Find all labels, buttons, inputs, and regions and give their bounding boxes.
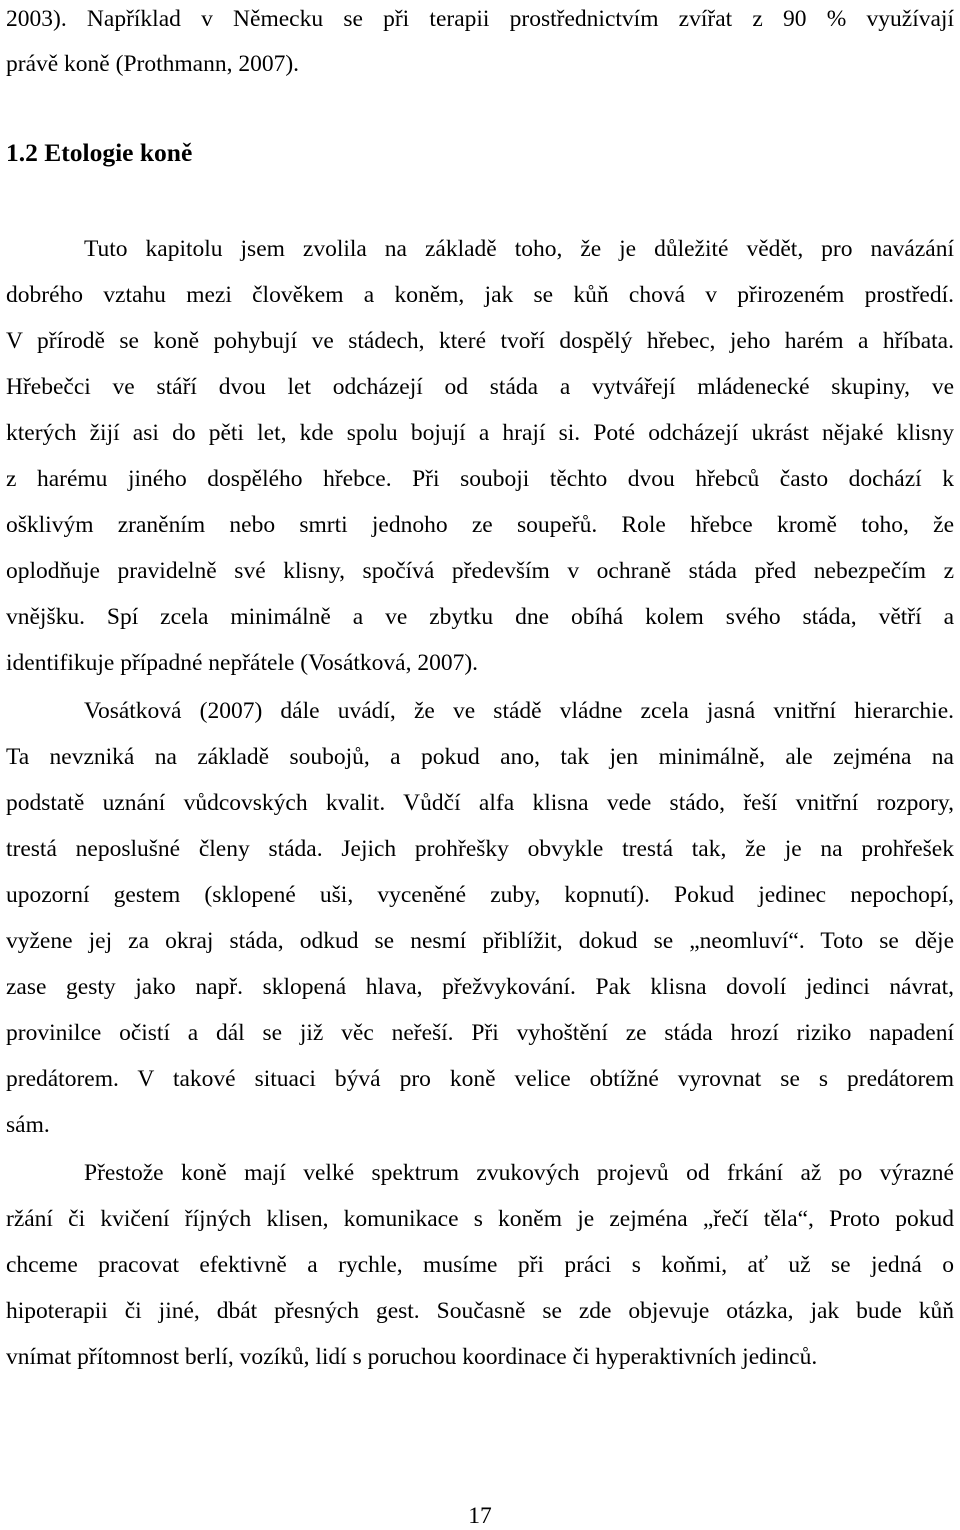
paragraph-line: ržání či kvičení říjných klisen, komunikace s koněm je zejména „řečí těla“, Proto pokud [6, 1206, 954, 1232]
page-number: 17 [468, 1503, 492, 1529]
paragraph-line: oplodňuje pravidelně své klisny, spočívá především v ochraně stáda před nebezpečím z [6, 558, 954, 584]
paragraph-line: vyžene jej za okraj stáda, odkud se nesmí přiblížit, dokud se „neomluví“. Toto se děje [6, 928, 954, 954]
paragraph-line: podstatě uznání vůdcovských kvalit. Vůdčí alfa klisna vede stádo, řeší vnitřní rozpory, [6, 790, 954, 816]
paragraph-line: identifikuje případné nepřátele (Vosátková, 2007). [6, 650, 479, 676]
paragraph-line: ošklivým zraněním nebo smrti jednoho ze soupeřů. Role hřebce kromě toho, že [6, 512, 954, 538]
paragraph-line: upozorní gestem (sklopené uši, vyceněné zuby, kopnutí). Pokud jedinec nepochopí, [6, 882, 954, 908]
paragraph-line: predátorem. V takové situaci bývá pro koně velice obtížné vyrovnat se s predátorem [6, 1066, 954, 1092]
paragraph-line: Ta nevzniká na základě soubojů, a pokud ano, tak jen minimálně, ale zejména na [6, 744, 954, 770]
paragraph-line: Přestože koně mají velké spektrum zvukových projevů od frkání až po výrazné [84, 1160, 954, 1186]
paragraph-line: dobrého vztahu mezi člověkem a koněm, jak se kůň chová v přirozeném prostředí. [6, 282, 954, 308]
section-heading: 1.2 Etologie koně [6, 138, 193, 167]
paragraph-line: hipoterapii či jiné, dbát přesných gest. Současně se zde objevuje otázka, jak bude kůň [6, 1298, 954, 1324]
paragraph-line: vnímat přítomnost berlí, vozíků, lidí s poruchou koordinace či hyperaktivních jedinců. [6, 1344, 818, 1370]
paragraph-line: z harému jiného dospělého hřebce. Při souboji těchto dvou hřebců často dochází k [6, 466, 954, 492]
paragraph-line: vnějšku. Spí zcela minimálně a ve zbytku dne obíhá kolem svého stáda, větří a [6, 604, 954, 630]
paragraph-line: zase gesty jako např. sklopená hlava, přežvykování. Pak klisna dovolí jedinci návrat, [6, 974, 954, 1000]
text-line: právě koně (Prothmann, 2007). [6, 51, 300, 77]
paragraph-line: Tuto kapitolu jsem zvolila na základě toho, že je důležité vědět, pro navázání [84, 236, 954, 262]
text-line: 2003). Například v Německu se při terapii prostřednictvím zvířat z 90 % využívají [6, 6, 954, 32]
paragraph-line: Vosátková (2007) dále uvádí, že ve stádě vládne zcela jasná vnitřní hierarchie. [84, 698, 954, 724]
paragraph-line: V přírodě se koně pohybují ve stádech, které tvoří dospělý hřebec, jeho harém a hříbata. [6, 328, 954, 354]
paragraph-line: sám. [6, 1112, 50, 1138]
paragraph-line: kterých žijí asi do pěti let, kde spolu bojují a hrají si. Poté odcházejí ukrást nějaké klisny [6, 420, 954, 446]
paragraph-line: chceme pracovat efektivně a rychle, musíme při práci s koňmi, ať už se jedná o [6, 1252, 954, 1278]
paragraph-line: trestá neposlušné členy stáda. Jejich prohřešky obvykle trestá tak, že je na prohřešek [6, 836, 954, 862]
paragraph-line: Hřebečci ve stáří dvou let odcházejí od stáda a vytvářejí mládenecké skupiny, ve [6, 374, 954, 400]
paragraph-line: provinilce očistí a dál se již věc neřeší. Při vyhoštění ze stáda hrozí riziko napadení [6, 1020, 954, 1046]
